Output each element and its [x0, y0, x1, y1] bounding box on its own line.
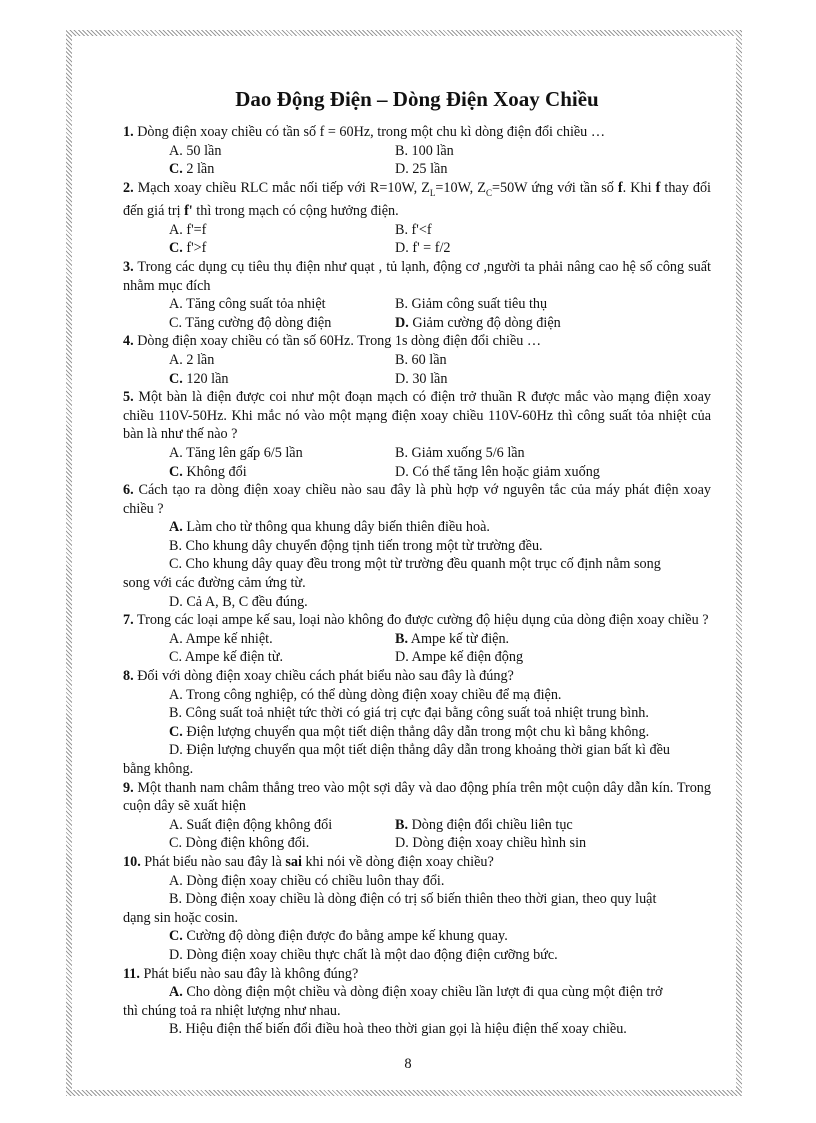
- q10-option-b: B. Dòng điện xoay chiều là dòng điện có trị số biến thiên theo thời gian, theo quy luật: [169, 891, 657, 908]
- q10-option-d: D. Dòng điện xoay chiều thực chất là một dao động điện cưỡng bức.: [169, 946, 558, 963]
- q6-option-b: B. Cho khung dây chuyển động tịnh tiến trong một từ trường đều.: [169, 537, 543, 554]
- document-body: [123, 86, 711, 1039]
- q8-option-d: D. Điện lượng chuyển qua một tiết diện thẳng dây dẫn trong khoảng thời gian bất kì đều: [169, 742, 671, 759]
- page-title: Dao Động Điện – Dòng Điện Xoay Chiều: [235, 87, 599, 111]
- question-5: 5. Một bàn là điện được coi như một đoạn mạch có điện trở thuần R được mắc vào mạng điện xoay chiều 110V-50Hz. Khi mắc nó vào một mạng điện xoay chiều 110V-60Hz thì công suất tỏa nhiệt của bàn là như thế nào ?: [123, 389, 711, 443]
- q6-option-c-cont: song với các đường cảm ứng từ.: [123, 575, 306, 592]
- q4-option-d: D. 30 lần: [395, 370, 448, 387]
- q11-option-b: B. Hiệu điện thế biến đổi điều hoà theo thời gian gọi là hiệu điện thế xoay chiều.: [169, 1021, 627, 1038]
- page-number: 8: [404, 1056, 412, 1072]
- q1-options-row2: [123, 160, 711, 179]
- q7-option-c: C. Ampe kế điện từ.: [169, 649, 284, 666]
- q9-options-row2: [123, 834, 711, 853]
- q2-options-row1: [123, 221, 711, 240]
- question-6: 6. Cách tạo ra dòng điện xoay chiều nào sau đây là phù hợp vớ nguyên tắc của máy phát điện xoay chiều ?: [123, 482, 711, 517]
- q5-option-d: D. Có thể tăng lên hoặc giảm xuống: [395, 463, 600, 480]
- q7-options-row1: [123, 630, 711, 649]
- question-7: 7. Trong các loại ampe kế sau, loại nào không đo được cường độ hiệu dụng của dòng điện xoay chiều ?: [123, 612, 709, 629]
- q5-options-row2: [123, 463, 711, 482]
- question-10: 10. Phát biểu nào sau đây là sai khi nói về dòng điện xoay chiều?: [123, 853, 494, 870]
- q9-option-a: A. Suất điện động không đổi: [169, 816, 333, 833]
- q8-option-d-cont: bằng không.: [123, 761, 194, 778]
- q2-option-a: A. f'=f: [169, 221, 207, 238]
- q7-option-d: D. Ampe kế điện động: [395, 649, 524, 666]
- question-2: 2. Mạch xoay chiều RLC mắc nối tiếp với R=10W, $Z_L=10W$, $Z_C=50W$ ứng với tần số f. Khi f thay đổi đến giá trị f' thì trong mạch có cộng hưởng điện.: [123, 179, 711, 220]
- question-11: 11. Phát biểu nào sau đây là không đúng?: [123, 965, 359, 982]
- q3-option-c: C. Tăng cường độ dòng điện: [169, 314, 332, 331]
- q3-options-row2: [123, 314, 711, 333]
- q4-options-row1: [123, 351, 711, 370]
- q9-option-b: B. Dòng điện đổi chiều liên tục: [395, 816, 573, 833]
- q5-option-a: A. Tăng lên gấp 6/5 lần: [169, 444, 303, 461]
- q1-options-row1: [123, 142, 711, 161]
- question-1: 1. Dòng điện xoay chiều có tần số f = 60Hz, trong một chu kì dòng điện đổi chiều …: [123, 124, 606, 140]
- q11-option-a: A. Cho dòng điện một chiều và dòng điện xoay chiều lần lượt đi qua cùng một điện trở: [169, 984, 663, 1001]
- q4-option-b: B. 60 lần: [395, 351, 447, 368]
- q11-option-a-cont: thì chúng toả ra nhiệt lượng như nhau.: [123, 1002, 341, 1019]
- q8-option-b: B. Công suất toả nhiệt tức thời có giá trị cực đại bằng công suất toả nhiệt trung bình.: [169, 705, 649, 722]
- q7-option-a: A. Ampe kế nhiệt.: [169, 630, 273, 647]
- q10-option-c: C. Cường độ dòng điện được đo bằng ampe kế khung quay.: [169, 928, 508, 945]
- q4-option-c: C. 120 lần: [169, 370, 229, 387]
- question-8: 8. Đối với dòng điện xoay chiều cách phát biểu nào sau đây là đúng?: [123, 668, 514, 685]
- q3-option-d: D. Giảm cường độ dòng điện: [395, 314, 561, 331]
- q2-option-d: D. f' = f/2: [395, 240, 451, 257]
- q6-option-c: C. Cho khung dây quay đều trong một từ trường đều quanh một trục cố định nằm song: [169, 556, 661, 573]
- q9-option-d: D. Dòng điện xoay chiều hình sin: [395, 835, 587, 852]
- question-3: 3. Trong các dụng cụ tiêu thụ điện như quạt , tủ lạnh, động cơ ,người ta phải nâng cao hệ số công suất nhằm mục đích: [123, 258, 711, 294]
- q8-option-c: C. Điện lượng chuyển qua một tiết diện thẳng dây dẫn trong một chu kì bằng không.: [169, 723, 650, 740]
- q9-options-row1: [123, 816, 711, 835]
- q7-option-b: B. Ampe kế từ điện.: [395, 630, 510, 647]
- q3-option-a: A. Tăng công suất tỏa nhiệt: [169, 296, 326, 313]
- q6-option-a: A. Làm cho từ thông qua khung dây biến thiên điều hoà.: [169, 519, 490, 536]
- q2-option-b: B. f'<f: [395, 221, 432, 238]
- q2-option-c: C. f'>f: [169, 240, 207, 257]
- q2-options-row2: [123, 239, 711, 258]
- q6-option-d: D. Cả A, B, C đều đúng.: [169, 593, 308, 610]
- q4-options-row2: [123, 370, 711, 389]
- q5-option-c: C. Không đổi: [169, 463, 247, 480]
- question-4: 4. Dòng điện xoay chiều có tần số 60Hz. Trong 1s dòng điện đổi chiều …: [123, 333, 542, 350]
- q10-option-b-cont: dạng sin hoặc cosin.: [123, 909, 239, 926]
- question-9: 9. Một thanh nam châm thẳng treo vào một sợi dây và dao động phía trên một cuộn dây dẫn kín. Trong cuộn dây sẽ xuất hiện: [123, 779, 711, 815]
- q7-options-row2: [123, 648, 711, 667]
- q5-options-row1: [123, 444, 711, 463]
- q1-option-a: A. 50 lần: [169, 142, 222, 159]
- q3-option-b: B. Giảm công suất tiêu thụ: [395, 296, 548, 313]
- q5-option-b: B. Giảm xuống 5/6 lần: [395, 444, 525, 461]
- q1-option-d: D. 25 lần: [395, 161, 448, 178]
- q10-option-a: A. Dòng điện xoay chiều có chiều luôn thay đổi.: [169, 872, 445, 889]
- q8-option-a: A. Trong công nghiệp, có thể dùng dòng điện xoay chiều để mạ điện.: [169, 686, 562, 703]
- q3-options-row1: [123, 295, 711, 314]
- q1-option-c: C. 2 lần: [169, 161, 215, 178]
- q4-option-a: A. 2 lần: [169, 351, 215, 368]
- q9-option-c: C. Dòng điện không đổi.: [169, 835, 310, 852]
- q1-option-b: B. 100 lần: [395, 142, 454, 159]
